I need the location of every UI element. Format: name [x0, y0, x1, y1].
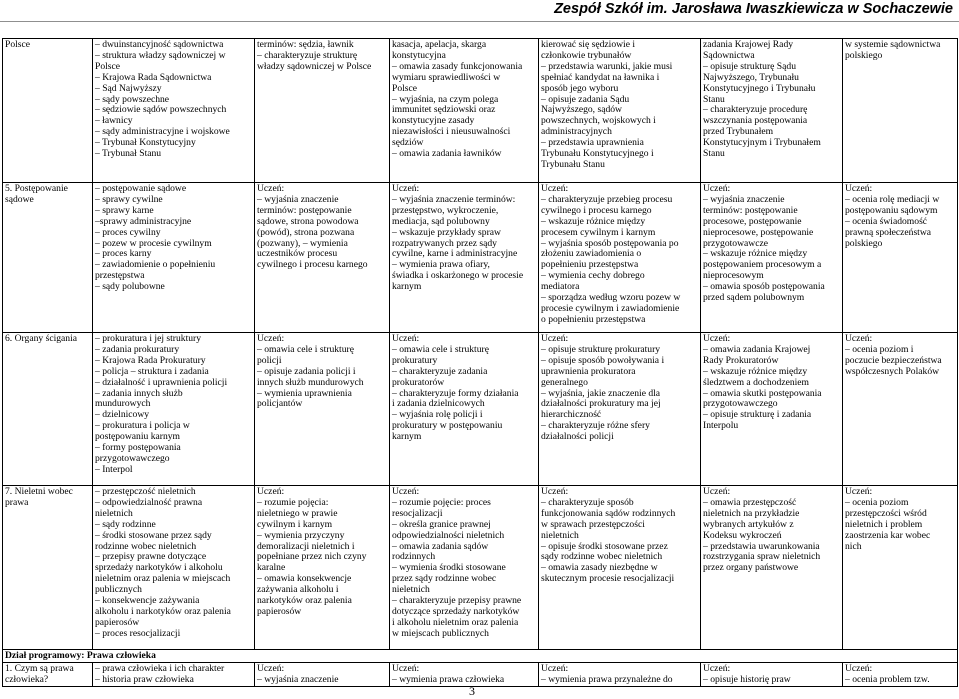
curriculum-table — [2, 38, 958, 687]
requirement-cell-full — [701, 183, 843, 333]
requirement-cell-excellent — [843, 486, 958, 650]
cell-line: – opisuje historię praw — [703, 673, 791, 685]
cell-line: – wymienia środki stosowane — [392, 562, 506, 574]
cell-line: Sądownictwa — [703, 49, 755, 61]
cell-line: – dzielnicowy — [95, 409, 150, 421]
cell-line: Uczeń: — [541, 333, 569, 344]
cell-line: – Krajowa Rada Sądownictwa — [95, 71, 212, 83]
cell-line: – wymienia prawa przynależne do — [541, 673, 673, 685]
cell-line: i zadania dzielnicowych — [392, 398, 485, 410]
cell-line: przestępstwo, wykroczenie, — [392, 204, 499, 216]
cell-line: – omawia przestępczość — [703, 496, 797, 508]
cell-line: uprawnienia prokuratora — [541, 365, 636, 377]
cell-line: wymiaru sprawiedliwości w — [392, 71, 501, 83]
cell-line: – opisuje strukturę prokuratury — [541, 343, 661, 355]
cell-line: Polsce — [5, 39, 31, 50]
cell-line: polskiego — [845, 237, 883, 249]
cell-line: – wskazuje przykłady spraw — [392, 226, 501, 238]
table-row — [3, 662, 958, 686]
cell-line: – wyjaśnia znaczenie — [703, 193, 785, 205]
cell-line: sądy rodzinne wobec nieletnich — [541, 551, 663, 563]
cell-line: – przedstawia warunki, jakie musi — [541, 60, 673, 72]
cell-line: powszechnych, wojskowych i — [541, 115, 656, 127]
cell-line: (pozwany), – wymienia — [257, 237, 348, 249]
cell-line: prokuratorów — [392, 376, 445, 388]
topic-cell — [3, 183, 93, 333]
topic-cell — [3, 662, 93, 686]
cell-line: policjantów — [257, 398, 303, 410]
cell-line: – określa granice prawnej — [392, 518, 491, 530]
cell-line: wybranych artykułów z — [703, 518, 794, 530]
cell-line: alkoholu i narkotyków oraz palenia — [95, 605, 231, 617]
cell-line: popełnieniu przestępstwa — [541, 259, 639, 271]
cell-line: nieprocesowym — [703, 270, 764, 282]
cell-line: – przepisy prawne dotyczące — [95, 551, 207, 563]
requirement-cell-basic2 — [390, 39, 539, 183]
cell-line: o popełnieniu przestępstwa — [541, 313, 646, 325]
cell-line: mundurowych — [95, 398, 151, 410]
cell-line: – opisuje środki stosowane przez — [541, 540, 668, 552]
cell-line: śledztwem a dochodzeniem — [703, 376, 810, 388]
cell-line: nieletnich — [541, 529, 579, 541]
cell-line: – wyjaśnia rolę policji i — [392, 409, 483, 421]
content-cell — [93, 486, 255, 650]
requirement-cell-excellent — [843, 39, 958, 183]
header-rule — [0, 21, 959, 22]
cell-line: prawną społeczeństwa — [845, 226, 932, 238]
cell-line: Uczeń: — [257, 486, 285, 497]
cell-line: zadania Krajowej Rady — [703, 39, 794, 50]
cell-line: resocjalizacji — [392, 507, 443, 519]
cell-line: mediacja, sąd polubowny — [392, 215, 490, 227]
requirement-cell-extended — [539, 183, 701, 333]
cell-line: – wyjaśnia, jakie znaczenie dla — [541, 387, 661, 399]
cell-line: przestępstwa — [95, 270, 145, 282]
cell-line: – sądy rodzinne — [95, 518, 156, 530]
cell-line: – omawia zasady funkcjonowania — [392, 60, 523, 72]
table-row — [3, 39, 958, 183]
cell-line: – ocenia rolę mediacji w — [845, 193, 940, 205]
cell-line: – wymienia uprawnienia — [257, 387, 352, 399]
cell-line: Uczeń: — [257, 183, 285, 194]
cell-line: przez sądy rodzinne wobec — [392, 573, 497, 585]
cell-line: – przedstawia uprawnienia — [541, 137, 644, 149]
cell-line: immunitet sędziowski oraz — [392, 104, 496, 116]
requirement-cell-extended — [539, 39, 701, 183]
cell-line: prokuratury — [392, 354, 438, 366]
cell-line: – charakteryzuje przepisy prawne — [392, 595, 522, 607]
requirement-cell-excellent — [843, 333, 958, 486]
cell-line: nieletnich na przykładzie — [703, 507, 800, 519]
cell-line: – proces karny — [95, 248, 152, 260]
cell-line: Uczeń: — [392, 662, 420, 674]
cell-line: generalnego — [541, 376, 588, 388]
cell-line: przed Trybunałem — [703, 126, 774, 138]
cell-line: karalne — [257, 562, 286, 574]
cell-line: – omawia cele i strukturę — [392, 343, 489, 355]
cell-line: – omawia cele i strukturę — [257, 343, 354, 355]
cell-line: nieletnich i problem — [845, 518, 923, 530]
cell-line: w systemie sądownictwa — [845, 39, 941, 50]
cell-line: poczucie bezpieczeństwa — [845, 354, 942, 366]
requirement-cell-basic — [255, 662, 390, 686]
cell-line: rodzinnych — [392, 551, 436, 563]
cell-line: – Sąd Najwyższy — [95, 82, 162, 94]
cell-line: uczestników procesu — [257, 248, 338, 260]
page-number: 3 — [469, 684, 475, 698]
table-row — [3, 333, 958, 486]
cell-line: – sprawy cywilne — [95, 193, 163, 205]
requirement-cell-full — [701, 333, 843, 486]
cell-line: – charakteryzuje strukturę — [257, 49, 358, 61]
table-row — [3, 183, 958, 333]
cell-line: – rozumie pojęcie: proces — [392, 496, 491, 508]
table-body — [3, 39, 958, 687]
cell-line: przez organy państwowe — [703, 562, 799, 574]
cell-line: Uczeń: — [703, 333, 731, 344]
cell-line: – formy postępowania — [95, 442, 181, 454]
cell-line: w sprawach przestępczości — [541, 518, 645, 530]
cell-line: – ławnicy — [95, 115, 133, 127]
cell-line: Stanu — [703, 148, 725, 160]
cell-line: wszczynania postępowania — [703, 115, 808, 127]
content-cell — [93, 39, 255, 183]
cell-line: – ocenia poziom — [845, 496, 909, 508]
cell-line: Uczeń: — [541, 183, 569, 194]
cell-line: Uczeń: — [845, 183, 873, 194]
cell-line: – charakteryzuje przebieg procesu — [541, 193, 673, 205]
cell-line: nieletniego w prawie — [257, 507, 338, 519]
cell-line: policji — [257, 354, 282, 366]
cell-line: – ocenia poziom i — [845, 343, 914, 355]
cell-line: – sądy administracyjne i wojskowe — [95, 126, 230, 138]
cell-line: administracyjnych — [541, 126, 612, 138]
requirement-cell-basic2 — [390, 183, 539, 333]
cell-line: działalności prokuratury ma jej — [541, 398, 661, 410]
cell-line: – przedstawia uwarunkowania — [703, 540, 820, 552]
cell-line: – środki stosowane przez sądy — [95, 529, 212, 541]
school-name: Zespół Szkół im. Jarosława Iwaszkiewicza w Sochaczewie — [554, 1, 953, 17]
cell-line: przed sądem polubownym — [703, 292, 805, 304]
requirement-cell-basic — [255, 486, 390, 650]
cell-line: – wymienia cechy dobrego — [541, 270, 645, 282]
cell-line: 7. Nieletni wobec — [5, 486, 73, 497]
cell-line: – charakteryzuje zadania — [392, 365, 488, 377]
requirement-cell-extended — [539, 486, 701, 650]
requirement-cell-basic2 — [390, 333, 539, 486]
cell-line: Uczeń: — [392, 333, 420, 344]
cell-line: konstytucyjne zasady — [392, 115, 475, 127]
cell-line: – Trybunał Stanu — [95, 148, 162, 160]
requirement-cell-full — [701, 662, 843, 686]
cell-line: Polsce — [392, 82, 418, 94]
cell-line: Interpolu — [703, 420, 739, 432]
cell-line: Uczeń: — [703, 183, 731, 194]
cell-line: innych służb mundurowych — [257, 376, 364, 388]
cell-line: sędziów — [392, 137, 424, 149]
content-cell — [93, 183, 255, 333]
cell-line: zażywania alkoholu i — [257, 584, 339, 596]
cell-line: –sprawy administracyjne — [95, 215, 192, 227]
cell-line: terminów: sędzia, ławnik — [257, 39, 354, 50]
cell-line: – historia praw człowieka — [95, 673, 194, 685]
cell-line: karnym — [392, 281, 422, 293]
cell-line: procesie cywilnym i zawiadomienie — [541, 302, 680, 314]
cell-line: Uczeń: — [845, 662, 873, 674]
cell-line: 1. Czym są prawa — [5, 662, 74, 674]
cell-line: Uczeń: — [845, 333, 873, 344]
cell-line: – sądy powszechne — [95, 93, 170, 105]
cell-line: Konstytucyjnego i Trybunału — [703, 82, 816, 94]
cell-line: sądowe, strona powodowa — [257, 215, 359, 227]
cell-line: cywilnego i procesu karnego — [257, 259, 368, 271]
cell-line: – postępowanie sądowe — [95, 183, 187, 194]
cell-line: kierować się sędziowie i — [541, 39, 636, 50]
cell-line: – omawia zadania Krajowej — [703, 343, 811, 355]
cell-line: – proces cywilny — [95, 226, 161, 238]
cell-line: Trybunału Konstytucyjnego i — [541, 148, 654, 160]
cell-line: – policja – struktura i zadania — [95, 365, 209, 377]
cell-line: postępowaniem procesowym a — [703, 259, 822, 271]
cell-line: współczesnych Polaków — [845, 365, 940, 377]
cell-line: – omawia konsekwencje — [257, 573, 352, 585]
cell-line: Uczeń: — [257, 662, 285, 674]
requirement-cell-extended — [539, 333, 701, 486]
cell-line: przygotowawczego — [703, 398, 778, 410]
cell-line: złożeniu zawiadomienia o — [541, 248, 642, 260]
cell-line: – rozumie pojęcia: — [257, 496, 329, 508]
cell-line: Uczeń: — [541, 486, 569, 497]
requirement-cell-basic — [255, 39, 390, 183]
cell-line: przygotowawcze — [703, 237, 768, 249]
cell-line: – wyjaśnia, na czym polega — [392, 93, 499, 105]
cell-line: Kodeksu wykroczeń — [703, 529, 782, 541]
cell-line: rodzinne wobec nieletnich — [95, 540, 197, 552]
cell-line: demoralizacji nieletnich i — [257, 540, 355, 552]
section-title: Dział programowy: Prawa człowieka — [3, 650, 958, 663]
cell-line: – pozew w procesie cywilnym — [95, 237, 212, 249]
cell-line: – sądy polubowne — [95, 281, 165, 293]
section-row — [3, 650, 958, 663]
cell-line: sprzedaży narkotyków i alkoholu — [95, 562, 223, 574]
cell-line: kasacja, apelacja, skarga — [392, 39, 487, 50]
cell-line: nich — [845, 540, 862, 552]
cell-line: popełniane przez nich czyny — [257, 551, 367, 563]
cell-line: – opisuje strukturę Sądu — [703, 60, 796, 72]
requirement-cell-excellent — [843, 183, 958, 333]
content-cell — [93, 662, 255, 686]
cell-line: cywilnym i karnym — [257, 518, 333, 530]
requirement-cell-basic — [255, 333, 390, 486]
cell-line: nieletnich — [392, 584, 430, 596]
cell-line: nieletnich — [95, 507, 133, 519]
cell-line: odpowiedzialności nieletnich — [392, 529, 505, 541]
cell-line: dotyczące sprzedaży narkotyków — [392, 605, 520, 617]
cell-line: – wskazuje różnice między — [703, 365, 808, 377]
cell-line: terminów: postępowanie — [257, 204, 352, 216]
cell-line: – prokuratura i jej struktury — [95, 333, 202, 344]
cell-line: – ocenia świadomość — [845, 215, 928, 227]
cell-line: – wyjaśnia znaczenie — [257, 673, 339, 685]
cell-line: – zadania innych służb — [95, 387, 183, 399]
cell-line: narkotyków oraz palenia — [257, 595, 352, 607]
cell-line: – charakteryzuje formy działania — [392, 387, 519, 399]
cell-line: Uczeń: — [392, 183, 420, 194]
cell-line: – ocenia problem tzw. — [845, 673, 930, 685]
topic-cell — [3, 486, 93, 650]
cell-line: w miejscach publicznych — [392, 627, 489, 639]
cell-line: Najwyższego, Trybunału — [703, 71, 799, 83]
cell-line: działalności policji — [541, 431, 614, 443]
cell-line: – wyjaśnia znaczenie terminów: — [392, 193, 516, 205]
page-header — [0, 0, 959, 22]
cell-line: – opisuje strukturę i zadania — [703, 409, 812, 421]
content-cell — [93, 333, 255, 486]
requirement-cell-full — [701, 39, 843, 183]
cell-line: – omawia sposób postępowania — [703, 281, 825, 293]
cell-line: konstytucyjna — [392, 49, 446, 61]
cell-line: człowieka? — [5, 673, 49, 685]
cell-line: – opisuje zadania Sądu — [541, 93, 630, 105]
cell-line: funkcjonowania sądów rodzinnych — [541, 507, 676, 519]
cell-line: – opisuje sposób powoływania i — [541, 354, 665, 366]
cell-line: – zawiadomienie o popełnieniu — [95, 259, 216, 271]
cell-line: – dwuinstancyjność sądownictwa — [95, 39, 224, 50]
cell-line: (powód), strona pozwana — [257, 226, 355, 238]
cell-line: – wyjaśnia znaczenie — [257, 193, 339, 205]
cell-line: postępowaniu sądowym — [845, 204, 938, 216]
cell-line: – przestępczość nieletnich — [95, 486, 196, 497]
cell-line: sądowe — [5, 193, 34, 205]
cell-line: świadka i oskarżonego w procesie — [392, 270, 524, 282]
cell-line: – odpowiedzialność prawna — [95, 496, 203, 508]
cell-line: – opisuje zadania policji i — [257, 365, 356, 377]
cell-line: postępowaniu karnym — [95, 431, 180, 443]
cell-line: hierarchiczność — [541, 409, 602, 421]
cell-line: Uczeń: — [392, 486, 420, 497]
requirement-cell-basic — [255, 183, 390, 333]
cell-line: Polsce — [95, 60, 121, 72]
cell-line: – charakteryzuje sposób — [541, 496, 634, 508]
cell-line: Najwyższego, sądów — [541, 104, 622, 116]
topic-cell — [3, 333, 93, 486]
cell-line: Uczeń: — [703, 662, 731, 674]
cell-line: skutecznym procesie resocjalizacji — [541, 573, 675, 585]
cell-line: – proces resocjalizacji — [95, 627, 181, 639]
requirement-cell-excellent — [843, 662, 958, 686]
cell-line: przygotowawczego — [95, 452, 170, 464]
cell-line: – konsekwencje zażywania — [95, 595, 200, 607]
requirement-cell-basic2 — [390, 662, 539, 686]
cell-line: i alkoholu nieletnim oraz palenia — [392, 616, 519, 628]
cell-line: – wskazuje różnice między — [703, 248, 808, 260]
cell-line: – Interpol — [95, 463, 133, 475]
cell-line: cywilnego i procesu karnego — [541, 204, 652, 216]
cell-line: cywilne, karne i administracyjne — [392, 248, 518, 260]
cell-line: Trybunału Stanu — [541, 158, 605, 170]
cell-line: sposób jego wyboru — [541, 82, 619, 94]
cell-line: – prokuratura i policja w — [95, 420, 190, 432]
cell-line: 5. Postępowanie — [5, 183, 68, 194]
cell-line: papierosów — [95, 616, 140, 628]
cell-line: – zadania prokuratury — [95, 343, 180, 355]
cell-line: karnym — [392, 431, 422, 443]
cell-line: – struktura władzy sądowniczej w — [95, 49, 226, 61]
cell-line: – działalność i uprawnienia policji — [95, 376, 228, 388]
cell-line: – wskazuje różnice między — [541, 215, 646, 227]
cell-line: – charakteryzuje różne sfery — [541, 420, 650, 432]
cell-line: prawa — [5, 496, 29, 508]
cell-line: – omawia skutki postępowania — [703, 387, 822, 399]
cell-line: Uczeń: — [257, 333, 285, 344]
cell-line: – Trybunał Konstytucyjny — [95, 137, 196, 149]
cell-line: prokuratury w postępowaniu — [392, 420, 503, 432]
cell-line: terminów: postępowanie — [703, 204, 798, 216]
cell-line: 6. Organy ścigania — [5, 333, 78, 344]
cell-line: mediatora — [541, 281, 580, 293]
cell-line: – Krajowa Rada Prokuratury — [95, 354, 206, 366]
cell-line: – prawa człowieka i ich charakter — [95, 662, 225, 674]
cell-line: – sprawy karne — [95, 204, 154, 216]
cell-line: zaostrzenia kar wobec — [845, 529, 931, 541]
cell-line: – omawia zadania ławników — [392, 148, 502, 160]
cell-line: spełniać kandydat na ławnika i — [541, 71, 660, 83]
topic-cell — [3, 39, 93, 183]
cell-line: polskiego — [845, 49, 883, 61]
cell-line: – wymienia przyczyny — [257, 529, 345, 541]
cell-line: Stanu — [703, 93, 725, 105]
requirement-cell-basic2 — [390, 486, 539, 650]
cell-line: – wymienia prawa ofiary, — [392, 259, 490, 271]
cell-line: członkowie trybunałów — [541, 49, 632, 61]
cell-line: – sporządza według wzoru pozew w — [541, 292, 681, 304]
cell-line: publicznych — [95, 584, 142, 596]
cell-line: Uczeń: — [541, 662, 569, 674]
cell-line: papierosów — [257, 605, 302, 617]
cell-line: rozstrzygania spraw nieletnich — [703, 551, 821, 563]
cell-line: przestępczości wśród — [845, 507, 927, 519]
cell-line: rozpatrywanych przez sądy — [392, 237, 497, 249]
cell-line: Konstytucyjnym i Trybunałem — [703, 137, 821, 149]
cell-line: Uczeń: — [845, 486, 873, 497]
requirement-cell-full — [701, 486, 843, 650]
cell-line: nieprocesowe, postępowanie — [703, 226, 814, 238]
table-row — [3, 486, 958, 650]
cell-line: – omawia zadania sądów — [392, 540, 489, 552]
requirement-cell-extended — [539, 662, 701, 686]
cell-line: Rady Prokuratorów — [703, 354, 779, 366]
cell-line: nieletnim oraz palenia w miejscach — [95, 573, 231, 585]
cell-line: niezawisłości i nieusuwalności — [392, 126, 511, 138]
cell-line: – wyjaśnia sposób postępowania po — [541, 237, 679, 249]
cell-line: władzy sądowniczej w Polsce — [257, 60, 372, 72]
cell-line: Uczeń: — [703, 486, 731, 497]
cell-line: – charakteryzuje procedurę — [703, 104, 808, 116]
cell-line: procesem cywilnym i karnym — [541, 226, 656, 238]
cell-line: procesowe, postępowanie — [703, 215, 802, 227]
cell-line: – sędziowie sądów powszechnych — [95, 104, 227, 116]
cell-line: – wymienia prawa człowieka — [392, 673, 505, 685]
cell-line: – omawia zasady niezbędne w — [541, 562, 658, 574]
